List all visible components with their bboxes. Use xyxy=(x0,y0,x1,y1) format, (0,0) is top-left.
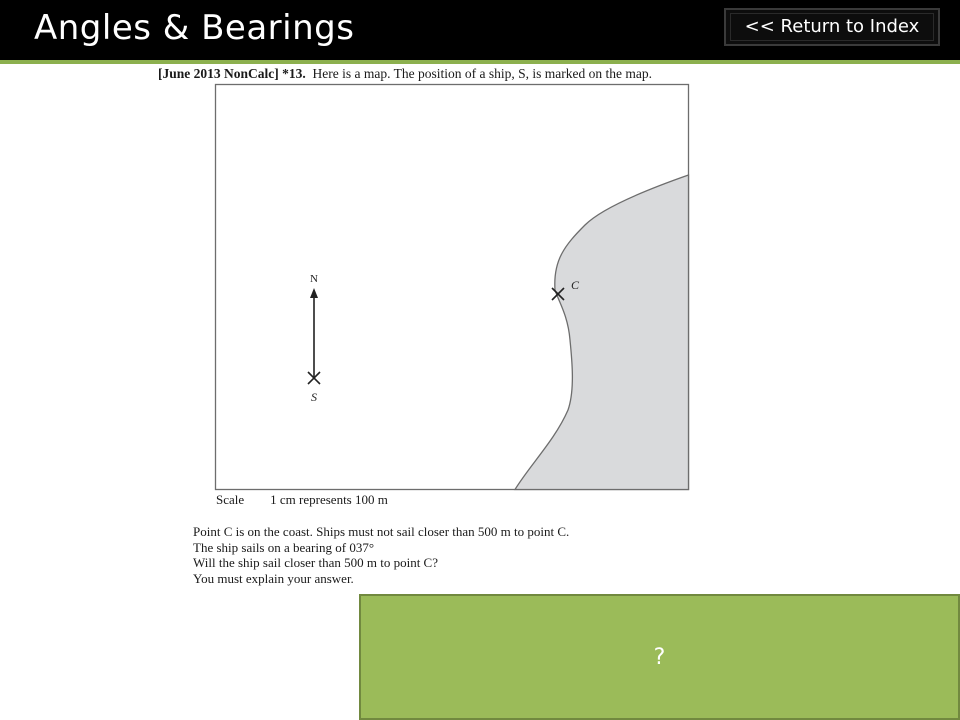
scale-label: Scale xyxy=(216,492,245,507)
north-label: N xyxy=(310,273,318,285)
scale-value: 1 cm represents 100 m xyxy=(270,492,388,507)
map-scale xyxy=(216,492,388,508)
question-line: The ship sails on a bearing of 037° xyxy=(193,539,375,555)
question-line: Point C is on the coast. Ships must not sail closer than 500 m to point C. xyxy=(193,524,570,539)
question-line: You must explain your answer. xyxy=(193,570,354,586)
ship-label: S xyxy=(311,390,317,404)
question-line: Will the ship sail closer than 500 m to point C? xyxy=(193,555,439,570)
reveal-answer-button[interactable] xyxy=(359,594,960,720)
point-c-label: C xyxy=(571,278,580,292)
page-title: Angles & Bearings xyxy=(34,8,355,48)
question-body xyxy=(193,524,569,586)
question-intro: Here is a map. The position of a ship, S, is marked on the map. xyxy=(312,66,652,81)
answer-placeholder: ? xyxy=(653,644,666,670)
question-source: [June 2013 NonCalc] *13. xyxy=(158,66,306,81)
return-to-index-button[interactable]: << Return to Index xyxy=(724,8,940,46)
